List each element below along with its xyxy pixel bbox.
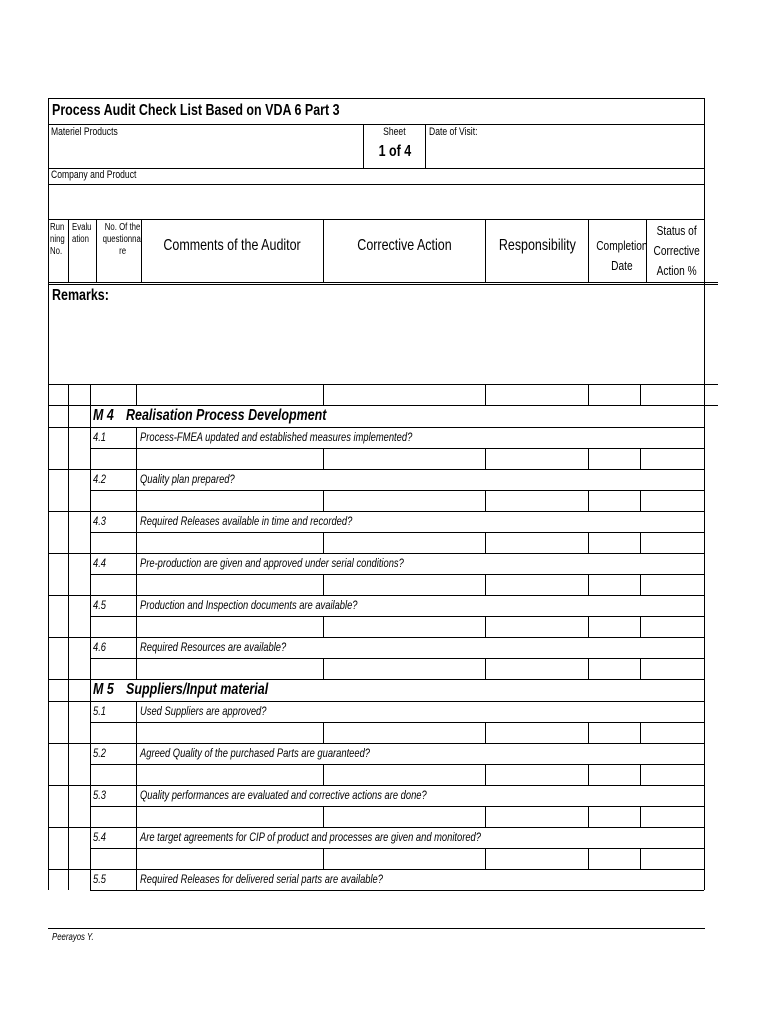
grid-line <box>704 848 705 869</box>
question-number: 5.1 <box>93 704 107 718</box>
grid-line <box>48 532 49 553</box>
grid-line <box>704 405 705 427</box>
grid-line <box>136 722 137 743</box>
question-number: 4.4 <box>93 556 107 570</box>
grid-line <box>68 405 69 427</box>
grid-line <box>90 532 91 553</box>
col-corrective-action: Corrective Action <box>357 237 452 254</box>
grid-line <box>323 658 324 679</box>
grid-line <box>640 848 641 869</box>
col-evaluation: Evalu ation <box>72 222 92 245</box>
question-number: 5.2 <box>93 746 107 760</box>
grid-line <box>704 869 705 890</box>
grid-line <box>704 658 705 679</box>
grid-line <box>588 490 589 511</box>
grid-line <box>48 764 49 785</box>
grid-line <box>90 848 704 849</box>
grid-line <box>588 764 589 785</box>
grid-line <box>68 637 69 658</box>
grid-line <box>704 764 705 785</box>
col-completion-date: Completion Date <box>596 238 648 273</box>
grid-line <box>136 532 137 553</box>
grid-line <box>588 384 589 405</box>
grid-line <box>323 448 324 469</box>
grid-line <box>588 574 589 595</box>
grid-line <box>588 848 589 869</box>
col-comments: Comments of the Auditor <box>163 237 302 254</box>
sheet-label: Sheet <box>383 126 406 138</box>
grid-line <box>48 701 705 702</box>
grid-line <box>48 405 718 406</box>
grid-line <box>588 806 589 827</box>
grid-line <box>48 848 49 869</box>
grid-line <box>90 722 704 723</box>
grid-line <box>704 511 705 532</box>
question-text: Pre-production are given and approved under serial conditions? <box>140 556 404 570</box>
grid-line <box>48 490 49 511</box>
question-text: Are target agreements for CIP of product and processes are given and monitored? <box>140 830 481 844</box>
grid-line <box>136 427 137 448</box>
grid-line <box>704 469 705 490</box>
grid-line <box>90 469 91 490</box>
grid-line <box>485 806 486 827</box>
grid-line <box>90 448 91 469</box>
grid-line <box>90 490 91 511</box>
grid-line <box>136 448 137 469</box>
grid-line <box>48 869 705 870</box>
grid-line <box>68 869 69 890</box>
question-number: 4.6 <box>93 640 107 654</box>
grid-line <box>48 574 49 595</box>
grid-line <box>48 427 49 448</box>
question-text: Process-FMEA updated and established measures implemented? <box>140 430 413 444</box>
grid-line <box>90 490 704 491</box>
question-number: 5.3 <box>93 788 107 802</box>
grid-line <box>136 743 137 764</box>
grid-line <box>68 827 69 848</box>
grid-line <box>48 743 49 764</box>
grid-line <box>48 827 49 848</box>
grid-line <box>136 785 137 806</box>
grid-line <box>640 616 641 637</box>
question-text: Used Suppliers are approved? <box>140 704 267 718</box>
question-number: 4.3 <box>93 514 107 528</box>
question-number: 4.1 <box>93 430 107 444</box>
grid-line <box>90 806 91 827</box>
grid-line <box>704 701 705 722</box>
grid-line <box>68 848 69 869</box>
grid-line <box>640 658 641 679</box>
grid-line <box>136 553 137 574</box>
grid-line <box>90 827 91 848</box>
remarks-label: Remarks: <box>52 287 109 304</box>
grid-line <box>588 532 589 553</box>
footer-author: Peerayos Y. <box>52 932 94 943</box>
grid-line <box>68 658 69 679</box>
date-of-visit-label: Date of Visit: <box>429 126 478 138</box>
grid-line <box>323 722 324 743</box>
grid-line <box>68 553 69 574</box>
grid-line <box>68 764 69 785</box>
grid-line <box>588 658 589 679</box>
grid-line <box>136 595 137 616</box>
question-text: Required Resources are available? <box>140 640 287 654</box>
col-status: Status of Corrective Action % <box>653 223 700 278</box>
grid-line <box>90 658 704 659</box>
grid-line <box>136 616 137 637</box>
grid-line <box>48 616 49 637</box>
grid-line <box>704 679 705 701</box>
grid-line <box>90 427 91 448</box>
grid-line <box>588 616 589 637</box>
grid-line <box>90 405 91 427</box>
grid-line <box>704 595 705 616</box>
grid-line <box>485 848 486 869</box>
grid-line <box>704 785 705 806</box>
grid-line <box>68 532 69 553</box>
question-number: 5.4 <box>93 830 107 844</box>
grid-line <box>68 785 69 806</box>
grid-line <box>704 743 705 764</box>
grid-line <box>90 511 91 532</box>
grid-line <box>136 827 137 848</box>
question-text: Quality performances are evaluated and corrective actions are done? <box>140 788 427 802</box>
grid-line <box>68 511 69 532</box>
grid-line <box>48 701 49 722</box>
grid-line <box>90 553 91 574</box>
grid-line <box>485 616 486 637</box>
grid-line <box>68 595 69 616</box>
section-code: M 5 <box>93 681 114 698</box>
grid-line <box>68 427 69 448</box>
grid-line <box>704 574 705 595</box>
grid-line <box>640 806 641 827</box>
grid-line <box>485 574 486 595</box>
sheet-value: 1 of 4 <box>378 143 411 160</box>
grid-line <box>48 679 49 701</box>
grid-line <box>90 743 91 764</box>
grid-line <box>485 722 486 743</box>
grid-line <box>48 469 705 470</box>
grid-line <box>68 574 69 595</box>
grid-line <box>90 722 91 743</box>
grid-line <box>48 595 705 596</box>
grid-line <box>48 427 705 428</box>
grid-line <box>704 448 705 469</box>
grid-line <box>704 384 705 405</box>
grid-line <box>90 384 91 405</box>
question-text: Quality plan prepared? <box>140 472 235 486</box>
grid-line <box>90 785 91 806</box>
materiel-label: Materiel Products <box>51 126 118 138</box>
section-title: Suppliers/Input material <box>126 681 269 698</box>
question-number: 4.5 <box>93 598 107 612</box>
grid-line <box>90 764 704 765</box>
grid-line <box>485 532 486 553</box>
grid-line <box>136 384 137 405</box>
grid-line <box>588 448 589 469</box>
grid-line <box>323 616 324 637</box>
question-text: Agreed Quality of the purchased Parts are guaranteed? <box>140 746 370 760</box>
col-questionnaire-no: No. Of the questionnai re <box>102 222 143 257</box>
grid-line <box>48 785 705 786</box>
grid-line <box>48 595 49 616</box>
grid-line <box>90 532 704 533</box>
grid-line <box>485 384 486 405</box>
grid-line <box>90 701 91 722</box>
col-running-no: Run ning No. <box>50 222 65 257</box>
grid-line <box>136 848 137 869</box>
grid-line <box>704 490 705 511</box>
question-number: 5.5 <box>93 872 107 886</box>
grid-line <box>640 722 641 743</box>
grid-line <box>90 658 91 679</box>
grid-line <box>704 553 705 574</box>
grid-line <box>136 511 137 532</box>
grid-line <box>640 532 641 553</box>
grid-line <box>48 448 49 469</box>
grid-line <box>704 722 705 743</box>
grid-line <box>90 448 704 449</box>
grid-line <box>68 384 69 405</box>
grid-line <box>48 679 705 680</box>
grid-line <box>136 806 137 827</box>
grid-line <box>640 384 641 405</box>
grid-line <box>48 637 49 658</box>
grid-line <box>90 595 91 616</box>
grid-line <box>136 574 137 595</box>
page-title: Process Audit Check List Based on VDA 6 Part 3 <box>52 102 340 119</box>
grid-line <box>48 658 49 679</box>
grid-line <box>704 532 705 553</box>
grid-line <box>68 743 69 764</box>
grid-line <box>90 616 704 617</box>
grid-line <box>136 637 137 658</box>
grid-line <box>68 701 69 722</box>
question-text: Production and Inspection documents are available? <box>140 598 358 612</box>
grid-line <box>704 806 705 827</box>
grid-line <box>704 427 705 448</box>
grid-line <box>640 448 641 469</box>
grid-line <box>90 574 91 595</box>
grid-line <box>323 384 324 405</box>
grid-line <box>485 658 486 679</box>
grid-line <box>90 848 91 869</box>
section-code: M 4 <box>93 407 114 424</box>
grid-line <box>90 869 91 890</box>
grid-line <box>704 637 705 658</box>
grid-line <box>323 574 324 595</box>
grid-line <box>136 701 137 722</box>
grid-line <box>68 722 69 743</box>
grid-line <box>48 511 49 532</box>
question-text: Required Releases available in time and recorded? <box>140 514 353 528</box>
grid-line <box>136 658 137 679</box>
grid-line <box>48 827 705 828</box>
grid-line <box>48 722 49 743</box>
grid-line <box>640 764 641 785</box>
grid-line <box>485 764 486 785</box>
grid-line <box>48 511 705 512</box>
grid-line <box>323 848 324 869</box>
grid-line <box>90 637 91 658</box>
grid-line <box>48 384 49 405</box>
grid-line <box>136 490 137 511</box>
grid-line <box>48 869 49 890</box>
grid-line <box>48 743 705 744</box>
grid-line <box>485 448 486 469</box>
grid-line <box>68 616 69 637</box>
grid-line <box>48 469 49 490</box>
grid-line <box>704 827 705 848</box>
grid-line <box>48 553 705 554</box>
grid-line <box>68 679 69 701</box>
grid-line <box>136 764 137 785</box>
grid-line <box>704 616 705 637</box>
grid-line <box>485 490 486 511</box>
grid-line <box>323 490 324 511</box>
col-responsibility: Responsibility <box>498 237 576 254</box>
grid-line <box>640 490 641 511</box>
question-text: Required Releases for delivered serial parts are available? <box>140 872 383 886</box>
grid-line <box>48 785 49 806</box>
company-product-label: Company and Product <box>51 169 137 181</box>
grid-line <box>48 806 49 827</box>
question-number: 4.2 <box>93 472 107 486</box>
grid-line <box>90 806 704 807</box>
grid-line <box>48 405 49 427</box>
grid-line <box>68 806 69 827</box>
grid-line <box>640 574 641 595</box>
grid-line <box>48 637 705 638</box>
grid-line <box>323 532 324 553</box>
grid-line <box>323 764 324 785</box>
grid-line <box>90 679 91 701</box>
grid-line <box>68 490 69 511</box>
grid-line <box>90 574 704 575</box>
grid-line <box>68 469 69 490</box>
grid-line <box>323 806 324 827</box>
grid-line <box>48 553 49 574</box>
grid-line <box>136 469 137 490</box>
grid-line <box>90 616 91 637</box>
grid-line <box>68 448 69 469</box>
grid-line <box>588 722 589 743</box>
grid-line <box>90 764 91 785</box>
grid-line <box>136 869 137 890</box>
grid-line <box>90 890 704 891</box>
section-title: Realisation Process Development <box>126 407 327 424</box>
